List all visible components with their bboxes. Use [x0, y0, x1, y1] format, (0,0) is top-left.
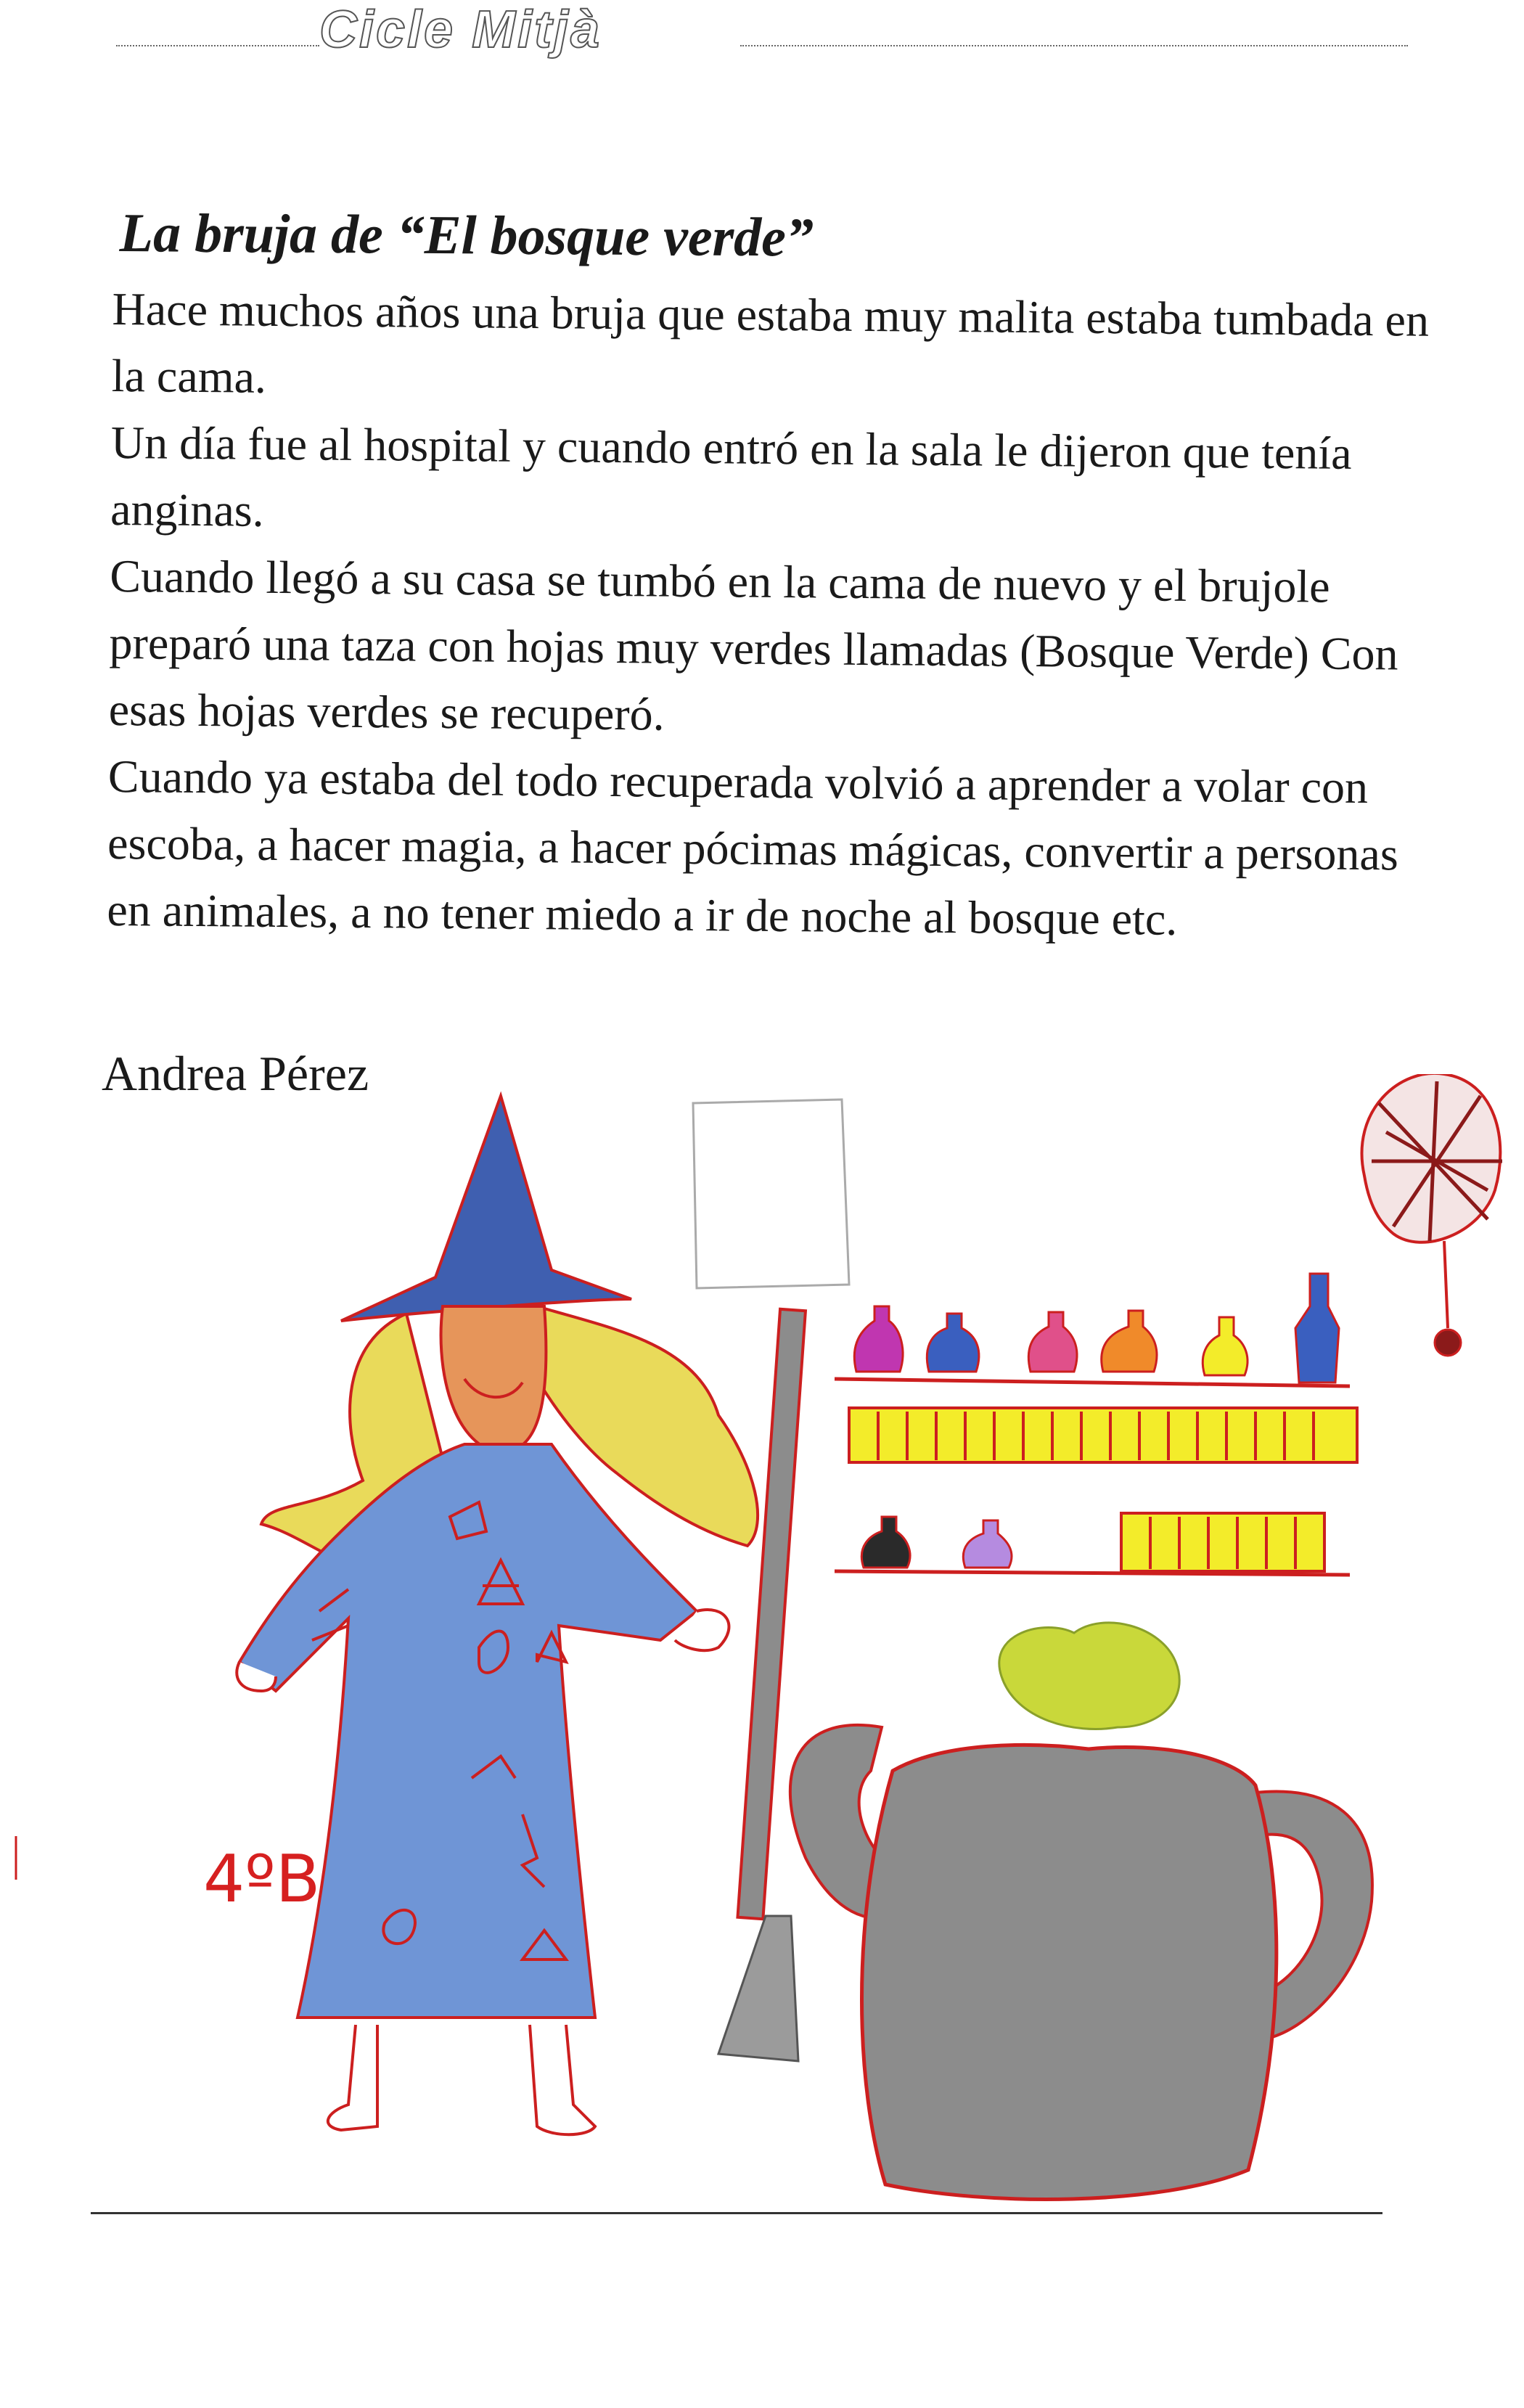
cauldron	[790, 1725, 1372, 2200]
header-title: Cicle Mitjà	[319, 1, 602, 59]
witch-face	[441, 1306, 546, 1452]
author-name: Andrea Pérez	[102, 1046, 369, 1101]
story-paragraph: Cuando ya estaba del todo recuperada volvió a aprender a volar con escoba, a hacer magia, a hacer pócimas mágicas, convertir a personas en animales, a no tener miedo a ir de noche al bosque etc.	[107, 750, 1399, 945]
grade-mark: 4ºB	[203, 1841, 321, 1917]
flag	[693, 1099, 849, 1288]
story-body	[107, 276, 1433, 955]
tree	[1362, 1074, 1502, 1356]
witch-drawing	[0, 1074, 1524, 2206]
potion-shelves	[835, 1379, 1357, 1575]
header-rule-left	[116, 45, 319, 46]
footer-rule	[91, 2212, 1382, 2214]
broom	[718, 1309, 806, 2061]
story-title: La bruja de “El bosque verde”	[119, 202, 814, 269]
story-paragraph: Un día fue al hospital y cuando entró en la sala le dijeron que tenía anginas.	[110, 416, 1352, 536]
story-paragraph: Cuando llegó a su casa se tumbó en la cama de nuevo y el brujole preparó una taza con hojas muy verdes llamadas (Bosque Verde) Con esas hojas verdes se recuperó.	[108, 549, 1398, 740]
cauldron-steam	[999, 1623, 1179, 1729]
header-rule-right	[740, 45, 1408, 46]
witch-hat	[341, 1096, 631, 1321]
story-paragraph: Hace muchos años una bruja que estaba muy malita estaba tumbada en la cama.	[111, 282, 1430, 403]
witch-legs	[328, 2025, 595, 2134]
